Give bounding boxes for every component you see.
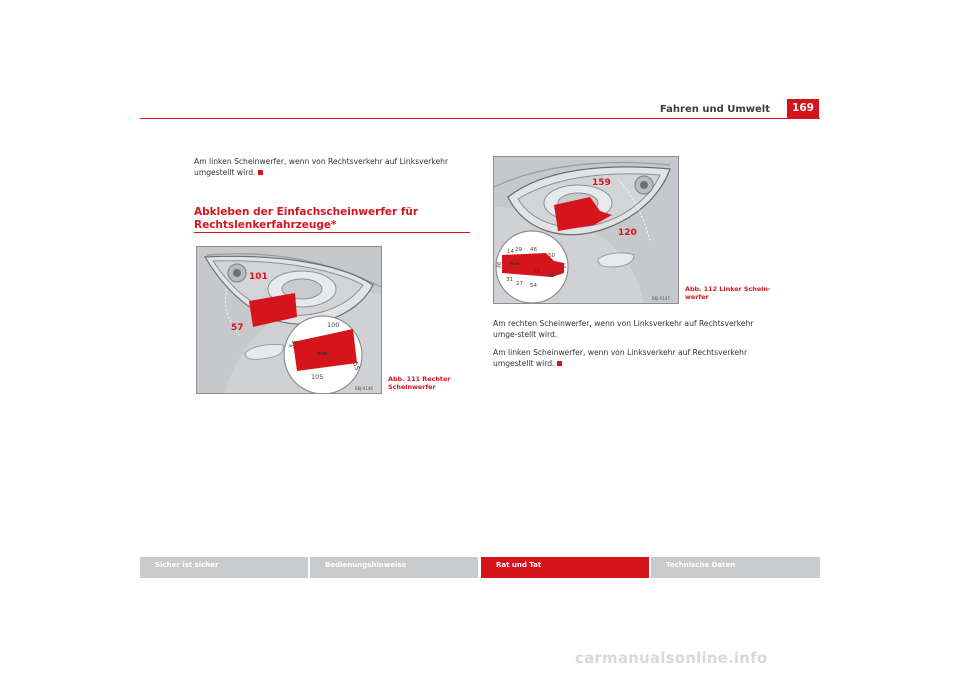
fig112-angle-side: 120 [618,228,637,238]
figure-111-caption: Abb. 111 Rechter Scheinwerfer [388,375,451,391]
intro-paragraph [194,156,474,178]
fig111-dim-4: 105 [311,373,324,381]
fig112-dim-e: 36 [496,261,504,270]
page-number: 169 [787,99,819,118]
end-mark-icon [258,170,263,175]
fig111-angle-top: 101 [249,272,268,282]
nav-tab-technische-daten[interactable]: Technische Daten [651,557,820,578]
figure-112-caption: Abb. 112 Linker Schein-werfer [685,285,771,301]
fig111-unit: mm [317,351,328,357]
fig112-unit: mm [510,262,520,267]
fig112-dim-a: 14 [507,249,514,255]
figure-left-headlight [493,156,679,304]
fig111-dim-3: 55 [351,360,362,372]
intro-text: Am linken Scheinwerfer, wenn von Rechtsverkehr auf Linksverkehr umgestellt wird. [194,157,449,177]
fig112-code: B6J-0147 [652,296,670,301]
fig112-dim-j: 39 [548,273,555,279]
nav-tab-rat-und-tat[interactable]: Rat und Tat [481,557,649,578]
fig112-dim-k: 12 [534,270,540,275]
fig112-angle-top: 159 [592,178,611,188]
fig111-code: B6J-0146 [355,386,373,391]
fig111-dim-1: 100 [327,321,340,329]
fig112-dim-c: 46 [530,247,537,253]
fig112-dim-g: 31 [506,277,513,283]
fig112-dim-h: 27 [516,281,523,287]
section-heading: Abkleben der Einfachscheinwerfer für Rechtslenkerfahrzeuge* [194,206,419,231]
page-header-title: Fahren und Umwelt [659,104,770,115]
figure-right-headlight [196,246,382,394]
nav-tab-sicher-ist-sicher[interactable]: Sicher ist sicher [140,557,308,578]
right-paragraph-2 [493,347,773,369]
fig112-dim-f: 10 [560,262,566,269]
fig112-dim-d: 50 [548,253,555,259]
end-mark-icon [557,361,562,366]
watermark: carmanualsonline.info [575,649,768,667]
right-paragraph-2-text: Am linken Scheinwerfer, wenn von Linksverkehr auf Rechtsverkehr umgestellt wird. [493,348,748,368]
nav-tab-bedienungshinweise[interactable]: Bedienungshinweise [310,557,478,578]
fig112-dim-i: 54 [530,283,537,289]
section-divider [194,232,470,233]
fig111-dim-2: 56 [287,338,299,350]
header-divider [140,118,820,119]
fig111-angle-side: 57 [231,323,244,333]
right-paragraph-1: Am rechten Scheinwerfer, wenn von Linksverkehr auf Rechtsverkehr umge-stellt wird. [493,319,754,339]
fig112-dim-b: 29 [515,247,522,253]
